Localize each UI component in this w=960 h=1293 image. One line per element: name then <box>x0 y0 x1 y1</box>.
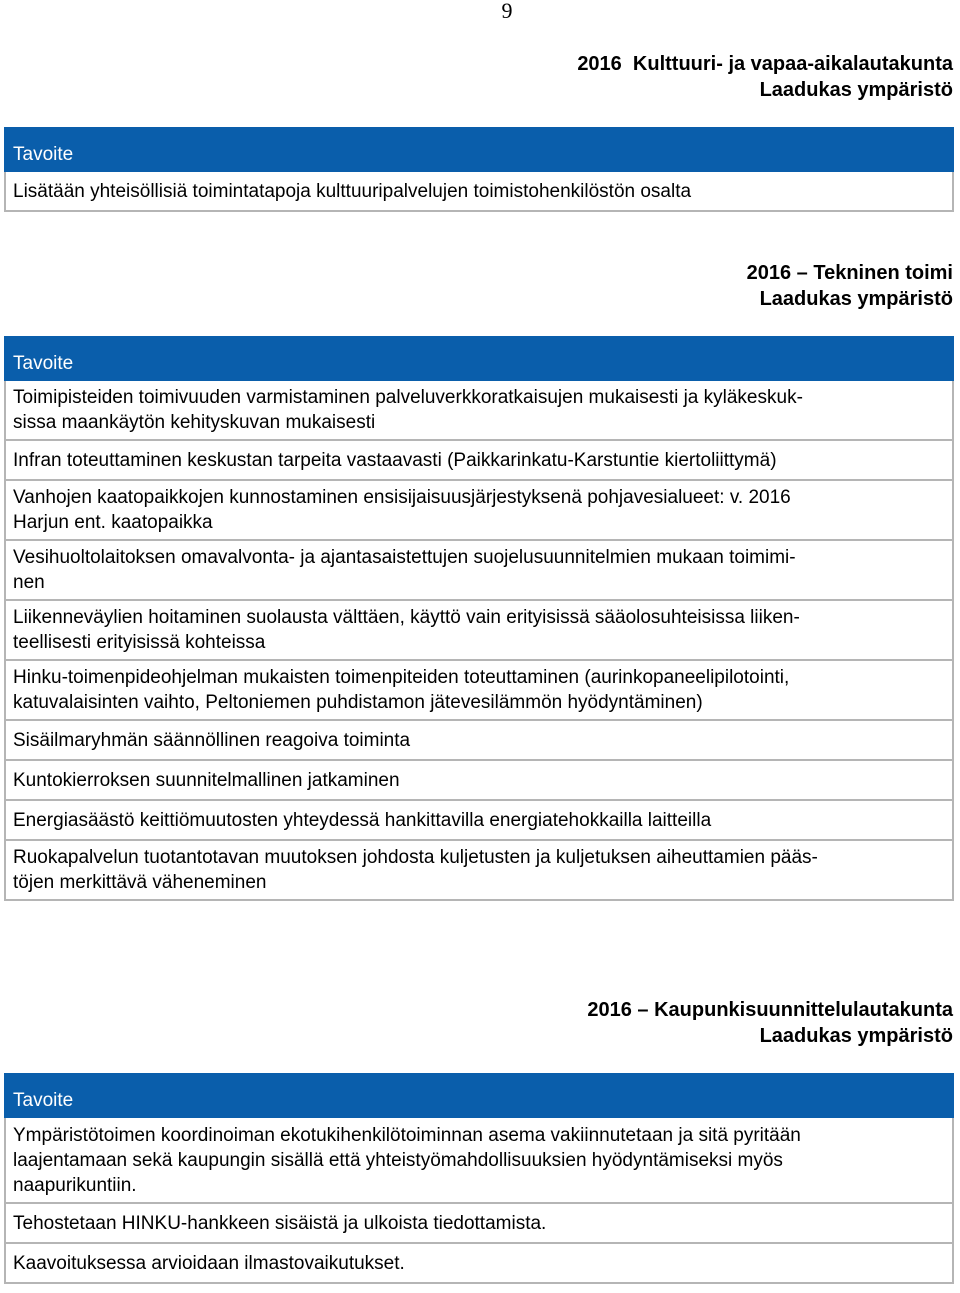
table-header: Tavoite <box>5 128 953 171</box>
row-text: Ympäristötoimen koordinoiman ekotukihenkilötoiminnan asema vakiinnutetaan ja sitä pyritään laajentamaan sekä kaupungin sisällä että yhteistyömahdollisuuksien hyödyntämiseksi myös naapurikuntiin. <box>13 1124 801 1196</box>
table-row <box>5 440 953 480</box>
table-row <box>5 840 953 900</box>
section-title: 2016 – Tekninen toimi <box>746 262 953 284</box>
section-title: 2016 – Kaupunkisuunnittelulautakunta <box>587 999 953 1021</box>
section-subtitle: Laadukas ympäristö <box>759 1025 953 1047</box>
section-heading-culture <box>577 51 953 103</box>
row-text: Liikenneväylien hoitaminen suolausta välttäen, käyttö vain erityisissä sääolosuhteisissa liiken- teellisesti erityisissä kohteissa <box>13 607 800 653</box>
row-text: Tehostetaan HINKU-hankkeen sisäistä ja ulkoista tiedottamista. <box>13 1212 547 1234</box>
row-text: Kuntokierroksen suunnitelmallinen jatkaminen <box>13 769 400 791</box>
table-row <box>5 540 953 600</box>
row-text: Toimipisteiden toimivuuden varmistaminen palveluverkkoratkaisujen mukaisesti ja kyläkeskuk- sissa maankäytön kehityskuvan mukaisesti <box>13 387 803 433</box>
table-row <box>5 660 953 720</box>
row-text: Ruokapalvelun tuotantotavan muutoksen johdosta kuljetusten ja kuljetuksen aiheuttamien pääs- töjen merkittävä väheneminen <box>13 847 818 893</box>
goal-table-technical <box>4 336 954 901</box>
table-row <box>5 1117 953 1203</box>
table-header: Tavoite <box>5 1074 953 1117</box>
row-text: Vesihuoltolaitoksen omavalvonta- ja ajantasaistettujen suojelusuunnitelmien mukaan toimimi- nen <box>13 547 796 593</box>
row-text: Vanhojen kaatopaikkojen kunnostaminen ensisijaisuusjärjestyksenä pohjavesialueet: v. 2016 Harjun ent. kaatopaikka <box>13 487 791 533</box>
table-row <box>5 800 953 840</box>
section-subtitle: Laadukas ympäristö <box>759 79 953 101</box>
table-row <box>5 480 953 540</box>
goal-table-culture <box>4 127 954 212</box>
row-text: Infran toteuttaminen keskustan tarpeita vastaavasti (Paikkarinkatu-Karstuntie kiertoliittymä) <box>13 449 777 471</box>
table-header: Tavoite <box>5 337 953 380</box>
row-text: Energiasäästö keittiömuutosten yhteydessä hankittavilla energiatehokkailla laitteilla <box>13 809 712 831</box>
section-subtitle: Laadukas ympäristö <box>759 288 953 310</box>
section-heading-technical <box>747 260 953 312</box>
table-row <box>5 720 953 760</box>
table-row <box>5 600 953 660</box>
page-number: 9 <box>501 0 513 23</box>
table-row <box>5 760 953 800</box>
goal-table-city-planning <box>4 1073 954 1284</box>
row-text: Hinku-toimenpideohjelman mukaisten toimenpiteiden toteuttaminen (aurinkopaneelipilotointi, katuvalaisinten vaihto, Peltoniemen puhdistamon jätevesilämmön hyödyntäminen) <box>13 667 790 713</box>
section-heading-city-planning <box>587 997 953 1049</box>
row-text: Kaavoituksessa arvioidaan ilmastovaikutukset. <box>13 1252 405 1274</box>
row-text: Sisäilmaryhmän säännöllinen reagoiva toiminta <box>13 729 411 751</box>
table-row: Lisätään yhteisöllisiä toimintatapoja kulttuuripalvelujen toimistohenkilöstön osalta <box>5 171 953 211</box>
section-title: 2016 Kulttuuri- ja vapaa-aikalautakunta <box>577 53 953 75</box>
table-row <box>5 380 953 440</box>
table-row <box>5 1243 953 1283</box>
table-row <box>5 1203 953 1243</box>
